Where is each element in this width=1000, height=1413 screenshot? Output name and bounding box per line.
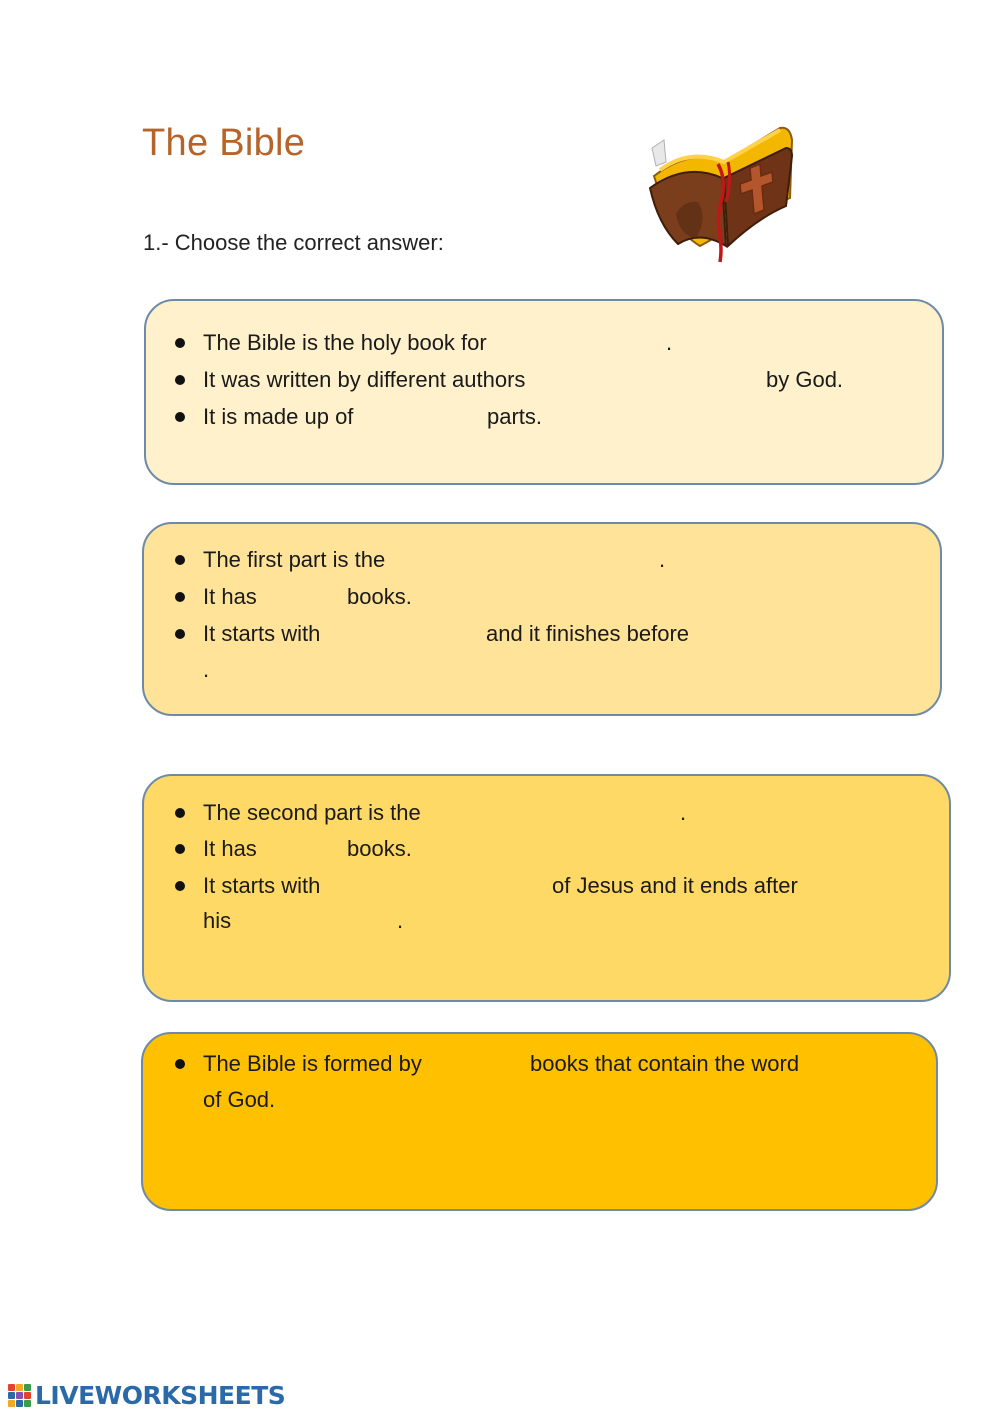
exercise-instruction: 1.- Choose the correct answer: bbox=[143, 230, 444, 255]
box3-line4-text: his bbox=[203, 908, 232, 933]
brand-name: LIVEWORKSHEETS bbox=[35, 1380, 286, 1410]
box3-line3-end: of Jesus and it ends after bbox=[552, 873, 798, 898]
box4-line2-text: of God. bbox=[203, 1087, 276, 1112]
liveworksheets-logo[interactable] bbox=[8, 1380, 285, 1410]
bullet-dot bbox=[175, 338, 185, 348]
box1-line3-text: It is made up of bbox=[203, 404, 354, 429]
box1-line2-text: It was written by different authors bbox=[203, 367, 526, 392]
box3-line1-text: The second part is the bbox=[203, 800, 421, 825]
box2-line3-end: and it finishes before bbox=[486, 621, 690, 646]
bible-book-icon bbox=[640, 118, 800, 266]
box3-line2-end: books. bbox=[347, 836, 412, 861]
box1-line2-end: by God. bbox=[766, 367, 844, 392]
page-title: The Bible bbox=[142, 122, 306, 164]
box1-line1-end: . bbox=[666, 330, 673, 355]
box3-line1-end: . bbox=[680, 800, 687, 825]
box4-line1-text: The Bible is formed by bbox=[203, 1051, 422, 1076]
bullet-dot bbox=[175, 808, 185, 818]
box2-line2-end: books. bbox=[347, 584, 412, 609]
bullet-dot bbox=[175, 375, 185, 385]
box2-line4-end: . bbox=[203, 657, 210, 682]
logo-grid-icon bbox=[8, 1384, 31, 1407]
box4-line1-end: books that contain the word bbox=[530, 1051, 800, 1076]
box2-line3-text: It starts with bbox=[203, 621, 321, 646]
bullet-dot bbox=[175, 629, 185, 639]
box2-line2-text: It has bbox=[203, 584, 257, 609]
bullet-dot bbox=[175, 1059, 185, 1069]
bullet-dot bbox=[175, 881, 185, 891]
box1-line1-text: The Bible is the holy book for bbox=[203, 330, 487, 355]
box1-line3-end: parts. bbox=[487, 404, 543, 429]
box3-line2-text: It has bbox=[203, 836, 257, 861]
box2-line1-end: . bbox=[659, 547, 666, 572]
bullet-dot bbox=[175, 592, 185, 602]
bullet-dot bbox=[175, 412, 185, 422]
bullet-dot bbox=[175, 555, 185, 565]
box2-line1-text: The first part is the bbox=[203, 547, 386, 572]
box3-line3-text: It starts with bbox=[203, 873, 321, 898]
bullet-dot bbox=[175, 844, 185, 854]
box3-line4-end: . bbox=[397, 908, 404, 933]
